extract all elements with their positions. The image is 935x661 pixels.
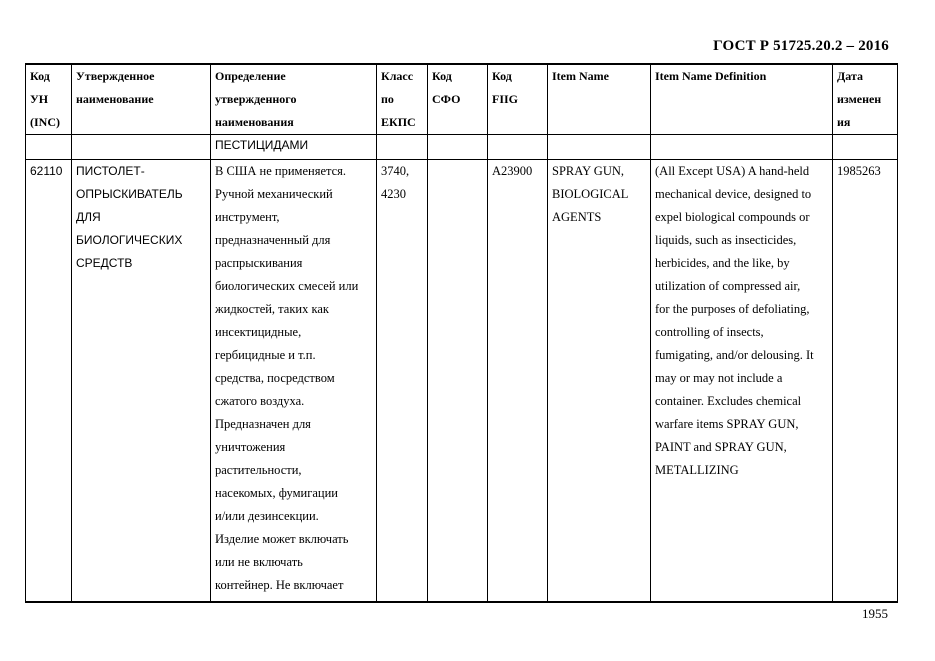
cell-class-ekps: 3740, 4230 xyxy=(377,160,428,603)
cont-cell-class xyxy=(377,135,428,160)
cell-approved-name: ПИСТОЛЕТ- ОПРЫСКИВАТЕЛЬ ДЛЯ БИОЛОГИЧЕСКИХ СРЕДСТВ xyxy=(72,160,211,603)
header-class-ekps: Класс по ЕКПС xyxy=(377,64,428,135)
header-approved-name: Утвержденное наименование xyxy=(72,64,211,135)
cont-cell-item-definition xyxy=(651,135,833,160)
cell-item-name-definition: (All Except USA) A hand-held mechanical device, designed to expel biological compounds or liquids, such as insecticides, herbicides, and the like, by utilization of compressed air, for the purposes of defoliating, controlling of insects, fumigating, and/or delousing. It may or may not include a container. Excludes chemical warfare items SPRAY GUN, PAINT and SPRAY GUN, METALLIZING xyxy=(651,160,833,603)
cont-cell-sfo xyxy=(428,135,488,160)
catalog-table xyxy=(25,63,898,603)
header-inc: Код УН (INC) xyxy=(26,64,72,135)
cont-cell-item-name xyxy=(548,135,651,160)
cont-cell-approved-name xyxy=(72,135,211,160)
cont-cell-fiig xyxy=(488,135,548,160)
cell-inc: 62110 xyxy=(26,160,72,603)
header-fiig-code: Код FIIG xyxy=(488,64,548,135)
cont-cell-inc xyxy=(26,135,72,160)
header-row xyxy=(26,64,898,135)
page-number: 1955 xyxy=(862,606,888,621)
cell-definition: В США не применяется. Ручной механический инструмент, предназначенный для распрыскивания биологических смесей или жидкостей, таких как инсектицидные, гербицидные и т.п. средства, посредством сжатого воздуха. Предназначен для уничтожения растительности, насекомых, фумигации и/или дезинсекции. Изделие может включать или не включать контейнер. Не включает xyxy=(211,160,377,603)
table-row xyxy=(26,160,898,603)
cont-cell-date xyxy=(833,135,898,160)
cont-cell-definition: ПЕСТИЦИДАМИ xyxy=(211,135,377,160)
document-standard-header: ГОСТ Р 51725.20.2 – 2016 xyxy=(713,38,889,54)
header-sfo-code: Код СФО xyxy=(428,64,488,135)
header-item-name: Item Name xyxy=(548,64,651,135)
cell-item-name: SPRAY GUN, BIOLOGICAL AGENTS xyxy=(548,160,651,603)
header-change-date: Дата изменен ия xyxy=(833,64,898,135)
cell-fiig-code: A23900 xyxy=(488,160,548,603)
header-definition: Определение утвержденного наименования xyxy=(211,64,377,135)
cell-change-date: 1985263 xyxy=(833,160,898,603)
continuation-row xyxy=(26,135,898,160)
cell-sfo-code xyxy=(428,160,488,603)
header-item-name-definition: Item Name Definition xyxy=(651,64,833,135)
